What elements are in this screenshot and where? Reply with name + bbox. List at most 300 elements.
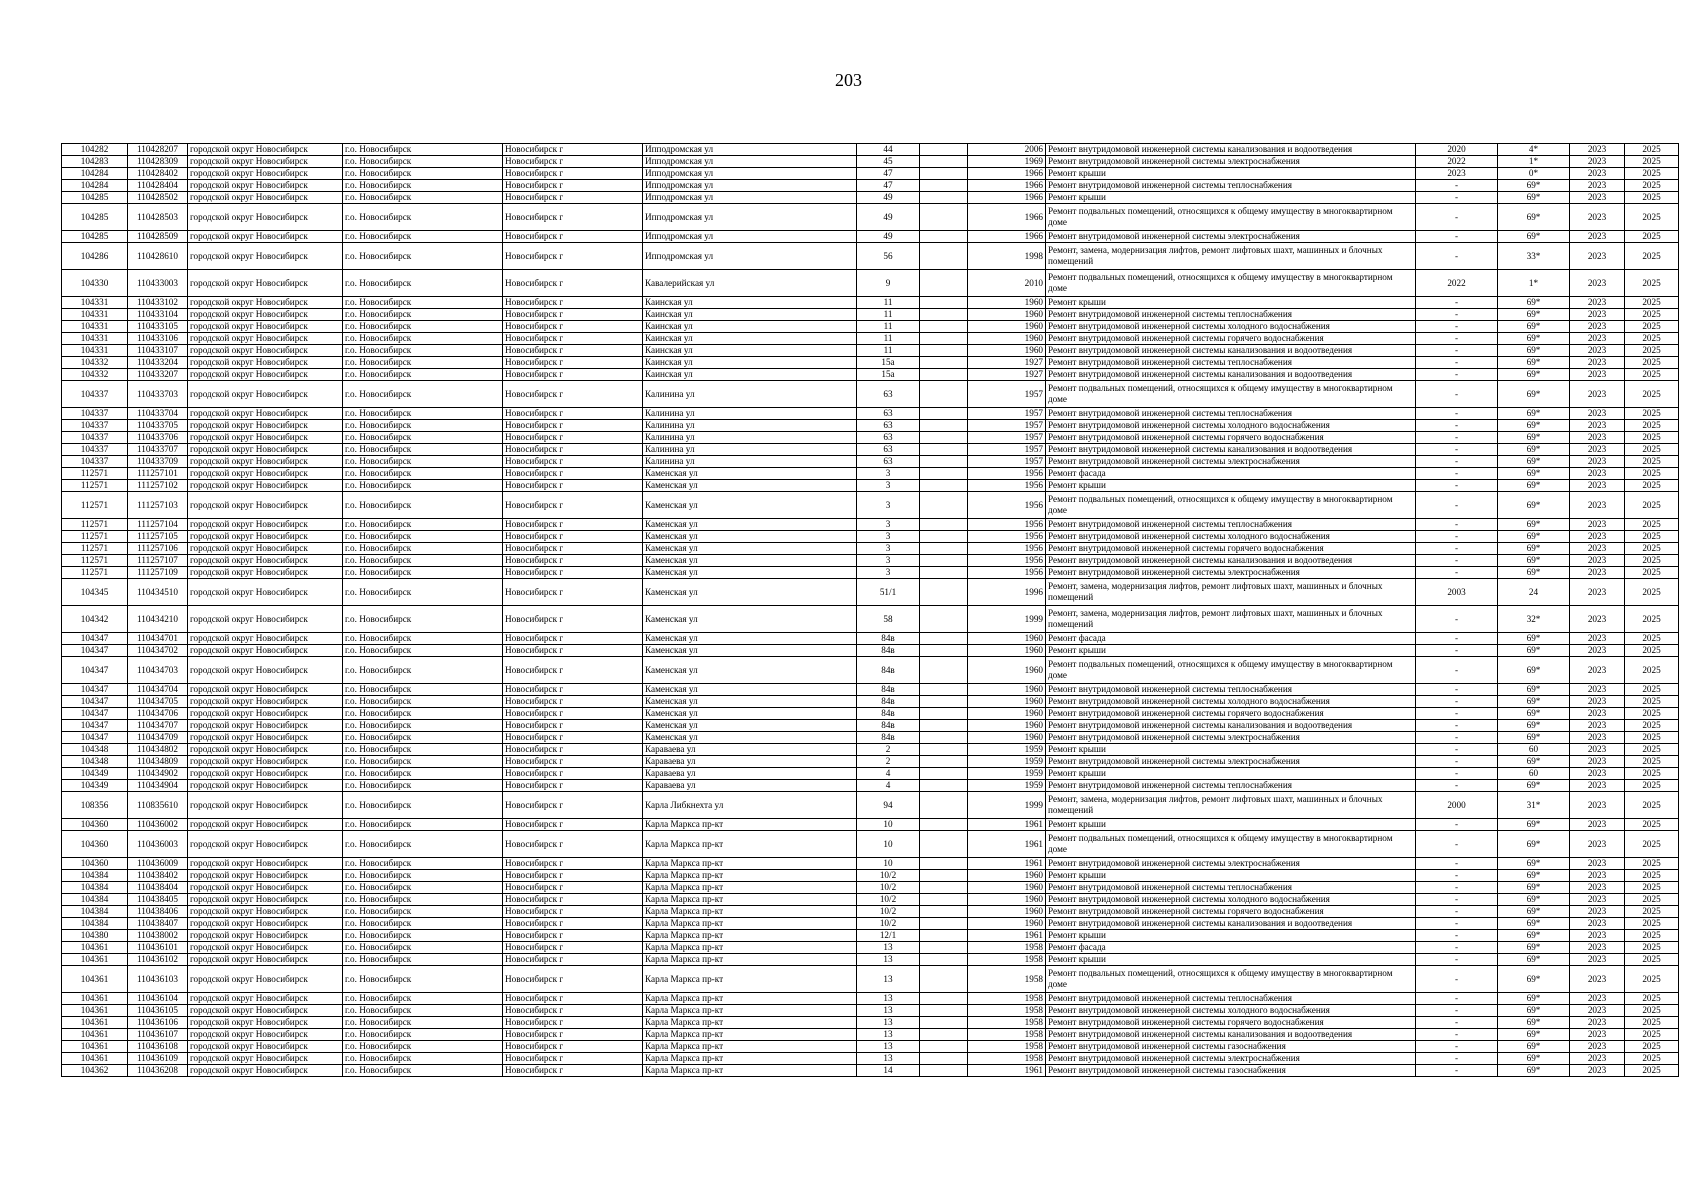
work-type-cell: Ремонт крыши [1046, 768, 1416, 780]
house-id-cell: 104286 [62, 243, 128, 270]
house-id-cell: 104330 [62, 270, 128, 297]
table-row [62, 408, 1679, 420]
table-row [62, 870, 1679, 882]
corpus-cell [920, 870, 968, 882]
street-cell: Карла Маркса пр-кт [643, 831, 857, 858]
start-year-cell: 2023 [1570, 768, 1625, 780]
previous-repair-year-cell: - [1416, 1029, 1498, 1041]
work-code-cell: 110433003 [128, 270, 188, 297]
settlement-cell: Новосибирск г [503, 894, 643, 906]
work-type-cell: Ремонт внутридомовой инженерной системы канализования и водоотведения [1046, 555, 1416, 567]
wear-cell: 69* [1498, 1041, 1570, 1053]
municipality-cell: городской округ Новосибирск [188, 480, 343, 492]
table-row [62, 684, 1679, 696]
table-row [62, 555, 1679, 567]
work-type-cell: Ремонт внутридомовой инженерной системы горячего водоснабжения [1046, 1017, 1416, 1029]
settlement-short-cell: г.о. Новосибирск [343, 543, 503, 555]
house-id-cell: 104361 [62, 1053, 128, 1065]
previous-repair-year-cell: - [1416, 519, 1498, 531]
start-year-cell: 2023 [1570, 1065, 1625, 1077]
wear-cell: 69* [1498, 657, 1570, 684]
settlement-short-cell: г.о. Новосибирск [343, 1053, 503, 1065]
municipality-cell: городской округ Новосибирск [188, 369, 343, 381]
table-row [62, 381, 1679, 408]
table-row [62, 708, 1679, 720]
end-year-cell: 2025 [1625, 1005, 1679, 1017]
year-built-cell: 1960 [968, 894, 1046, 906]
house-number-cell: 3 [857, 567, 920, 579]
settlement-short-cell: г.о. Новосибирск [343, 567, 503, 579]
start-year-cell: 2023 [1570, 531, 1625, 543]
wear-cell: 69* [1498, 444, 1570, 456]
wear-cell: 69* [1498, 756, 1570, 768]
house-id-cell: 104347 [62, 708, 128, 720]
settlement-cell: Новосибирск г [503, 567, 643, 579]
work-type-cell: Ремонт внутридомовой инженерной системы теплоснабжения [1046, 180, 1416, 192]
start-year-cell: 2023 [1570, 444, 1625, 456]
work-type-cell: Ремонт внутридомовой инженерной системы газоснабжения [1046, 1041, 1416, 1053]
corpus-cell [920, 567, 968, 579]
corpus-cell [920, 369, 968, 381]
house-number-cell: 56 [857, 243, 920, 270]
municipality-cell: городской округ Новосибирск [188, 156, 343, 168]
previous-repair-year-cell: - [1416, 555, 1498, 567]
end-year-cell: 2025 [1625, 1017, 1679, 1029]
settlement-short-cell: г.о. Новосибирск [343, 768, 503, 780]
previous-repair-year-cell: - [1416, 369, 1498, 381]
settlement-cell: Новосибирск г [503, 966, 643, 993]
previous-repair-year-cell: - [1416, 882, 1498, 894]
house-id-cell: 104361 [62, 1005, 128, 1017]
corpus-cell [920, 345, 968, 357]
wear-cell: 69* [1498, 930, 1570, 942]
settlement-short-cell: г.о. Новосибирск [343, 942, 503, 954]
work-code-cell: 110428502 [128, 192, 188, 204]
street-cell: Караваева ул [643, 768, 857, 780]
year-built-cell: 1959 [968, 744, 1046, 756]
settlement-short-cell: г.о. Новосибирск [343, 966, 503, 993]
end-year-cell: 2025 [1625, 1029, 1679, 1041]
house-number-cell: 13 [857, 954, 920, 966]
registry-table [61, 143, 1679, 1077]
settlement-cell: Новосибирск г [503, 381, 643, 408]
municipality-cell: городской округ Новосибирск [188, 993, 343, 1005]
wear-cell: 69* [1498, 333, 1570, 345]
street-cell: Карла Маркса пр-кт [643, 1029, 857, 1041]
corpus-cell [920, 480, 968, 492]
house-id-cell: 104282 [62, 144, 128, 156]
municipality-cell: городской округ Новосибирск [188, 882, 343, 894]
work-code-cell: 110436107 [128, 1029, 188, 1041]
settlement-cell: Новосибирск г [503, 444, 643, 456]
wear-cell: 1* [1498, 156, 1570, 168]
settlement-short-cell: г.о. Новосибирск [343, 744, 503, 756]
work-type-cell: Ремонт подвальных помещений, относящихся к общему имуществу в многоквартирном доме [1046, 492, 1416, 519]
end-year-cell: 2025 [1625, 720, 1679, 732]
settlement-short-cell: г.о. Новосибирск [343, 858, 503, 870]
house-id-cell: 104361 [62, 993, 128, 1005]
corpus-cell [920, 321, 968, 333]
settlement-short-cell: г.о. Новосибирск [343, 954, 503, 966]
settlement-short-cell: г.о. Новосибирск [343, 555, 503, 567]
house-number-cell: 13 [857, 942, 920, 954]
street-cell: Ипподромская ул [643, 192, 857, 204]
house-number-cell: 49 [857, 231, 920, 243]
corpus-cell [920, 192, 968, 204]
corpus-cell [920, 930, 968, 942]
house-id-cell: 104361 [62, 966, 128, 993]
street-cell: Каменская ул [643, 657, 857, 684]
wear-cell: 69* [1498, 708, 1570, 720]
year-built-cell: 1959 [968, 756, 1046, 768]
wear-cell: 69* [1498, 408, 1570, 420]
settlement-short-cell: г.о. Новосибирск [343, 657, 503, 684]
street-cell: Карла Маркса пр-кт [643, 942, 857, 954]
municipality-cell: городской округ Новосибирск [188, 1029, 343, 1041]
year-built-cell: 1960 [968, 720, 1046, 732]
wear-cell: 69* [1498, 480, 1570, 492]
table-row [62, 231, 1679, 243]
previous-repair-year-cell: 2000 [1416, 792, 1498, 819]
settlement-short-cell: г.о. Новосибирск [343, 792, 503, 819]
work-code-cell: 110433705 [128, 420, 188, 432]
end-year-cell: 2025 [1625, 243, 1679, 270]
previous-repair-year-cell: - [1416, 720, 1498, 732]
settlement-cell: Новосибирск г [503, 555, 643, 567]
work-type-cell: Ремонт крыши [1046, 954, 1416, 966]
start-year-cell: 2023 [1570, 870, 1625, 882]
table-row [62, 456, 1679, 468]
settlement-cell: Новосибирск г [503, 456, 643, 468]
corpus-cell [920, 954, 968, 966]
work-type-cell: Ремонт крыши [1046, 645, 1416, 657]
street-cell: Карла Маркса пр-кт [643, 870, 857, 882]
previous-repair-year-cell: - [1416, 1053, 1498, 1065]
corpus-cell [920, 531, 968, 543]
street-cell: Кавалерийская ул [643, 270, 857, 297]
page-number: 203 [835, 70, 862, 90]
end-year-cell: 2025 [1625, 732, 1679, 744]
house-id-cell: 104345 [62, 579, 128, 606]
work-code-cell: 110428309 [128, 156, 188, 168]
house-id-cell: 104360 [62, 858, 128, 870]
settlement-cell: Новосибирск г [503, 792, 643, 819]
work-code-cell: 110433707 [128, 444, 188, 456]
settlement-cell: Новосибирск г [503, 657, 643, 684]
wear-cell: 69* [1498, 381, 1570, 408]
wear-cell: 69* [1498, 966, 1570, 993]
street-cell: Калинина ул [643, 381, 857, 408]
registry-body [62, 144, 1679, 1077]
wear-cell: 33* [1498, 243, 1570, 270]
municipality-cell: городской округ Новосибирск [188, 657, 343, 684]
work-code-cell: 110438406 [128, 906, 188, 918]
municipality-cell: городской округ Новосибирск [188, 468, 343, 480]
work-code-cell: 110433706 [128, 432, 188, 444]
work-code-cell: 111257107 [128, 555, 188, 567]
start-year-cell: 2023 [1570, 918, 1625, 930]
work-type-cell: Ремонт внутридомовой инженерной системы канализования и водоотведения [1046, 1029, 1416, 1041]
settlement-cell: Новосибирск г [503, 645, 643, 657]
municipality-cell: городской округ Новосибирск [188, 345, 343, 357]
street-cell: Каменская ул [643, 555, 857, 567]
street-cell: Калинина ул [643, 420, 857, 432]
previous-repair-year-cell: - [1416, 1017, 1498, 1029]
corpus-cell [920, 768, 968, 780]
previous-repair-year-cell: - [1416, 456, 1498, 468]
start-year-cell: 2023 [1570, 1041, 1625, 1053]
start-year-cell: 2023 [1570, 543, 1625, 555]
start-year-cell: 2023 [1570, 468, 1625, 480]
table-row [62, 657, 1679, 684]
work-type-cell: Ремонт фасада [1046, 942, 1416, 954]
work-code-cell: 110436109 [128, 1053, 188, 1065]
work-code-cell: 110434707 [128, 720, 188, 732]
municipality-cell: городской округ Новосибирск [188, 792, 343, 819]
house-id-cell: 104285 [62, 231, 128, 243]
end-year-cell: 2025 [1625, 321, 1679, 333]
end-year-cell: 2025 [1625, 882, 1679, 894]
wear-cell: 69* [1498, 297, 1570, 309]
settlement-short-cell: г.о. Новосибирск [343, 1005, 503, 1017]
house-id-cell: 104347 [62, 633, 128, 645]
wear-cell: 69* [1498, 369, 1570, 381]
settlement-cell: Новосибирск г [503, 432, 643, 444]
settlement-short-cell: г.о. Новосибирск [343, 144, 503, 156]
table-row [62, 321, 1679, 333]
settlement-cell: Новосибирск г [503, 1053, 643, 1065]
work-code-cell: 111257109 [128, 567, 188, 579]
settlement-short-cell: г.о. Новосибирск [343, 1041, 503, 1053]
table-row [62, 1053, 1679, 1065]
settlement-short-cell: г.о. Новосибирск [343, 408, 503, 420]
table-row [62, 732, 1679, 744]
corpus-cell [920, 756, 968, 768]
settlement-cell: Новосибирск г [503, 231, 643, 243]
start-year-cell: 2023 [1570, 819, 1625, 831]
previous-repair-year-cell: - [1416, 906, 1498, 918]
municipality-cell: городской округ Новосибирск [188, 144, 343, 156]
wear-cell: 69* [1498, 906, 1570, 918]
year-built-cell: 1966 [968, 204, 1046, 231]
municipality-cell: городской округ Новосибирск [188, 645, 343, 657]
street-cell: Карла Маркса пр-кт [643, 954, 857, 966]
corpus-cell [920, 906, 968, 918]
settlement-cell: Новосибирск г [503, 831, 643, 858]
settlement-cell: Новосибирск г [503, 468, 643, 480]
start-year-cell: 2023 [1570, 579, 1625, 606]
municipality-cell: городской округ Новосибирск [188, 780, 343, 792]
end-year-cell: 2025 [1625, 708, 1679, 720]
wear-cell: 69* [1498, 831, 1570, 858]
municipality-cell: городской округ Новосибирск [188, 579, 343, 606]
previous-repair-year-cell: - [1416, 894, 1498, 906]
house-id-cell: 104285 [62, 204, 128, 231]
work-code-cell: 110433704 [128, 408, 188, 420]
work-type-cell: Ремонт внутридомовой инженерной системы холодного водоснабжения [1046, 696, 1416, 708]
work-code-cell: 110433104 [128, 309, 188, 321]
wear-cell: 69* [1498, 1017, 1570, 1029]
settlement-cell: Новосибирск г [503, 333, 643, 345]
year-built-cell: 1958 [968, 1005, 1046, 1017]
house-number-cell: 45 [857, 156, 920, 168]
work-type-cell: Ремонт внутридомовой инженерной системы канализования и водоотведения [1046, 345, 1416, 357]
previous-repair-year-cell: - [1416, 243, 1498, 270]
end-year-cell: 2025 [1625, 204, 1679, 231]
work-type-cell: Ремонт внутридомовой инженерной системы теплоснабжения [1046, 780, 1416, 792]
end-year-cell: 2025 [1625, 633, 1679, 645]
street-cell: Каинская ул [643, 333, 857, 345]
work-type-cell: Ремонт подвальных помещений, относящихся к общему имуществу в многоквартирном доме [1046, 204, 1416, 231]
street-cell: Каменская ул [643, 732, 857, 744]
municipality-cell: городской округ Новосибирск [188, 732, 343, 744]
year-built-cell: 1958 [968, 966, 1046, 993]
table-row [62, 930, 1679, 942]
year-built-cell: 1956 [968, 531, 1046, 543]
end-year-cell: 2025 [1625, 906, 1679, 918]
wear-cell: 69* [1498, 918, 1570, 930]
wear-cell: 69* [1498, 432, 1570, 444]
year-built-cell: 2010 [968, 270, 1046, 297]
municipality-cell: городской округ Новосибирск [188, 768, 343, 780]
table-row [62, 297, 1679, 309]
corpus-cell [920, 519, 968, 531]
street-cell: Каменская ул [643, 492, 857, 519]
work-type-cell: Ремонт внутридомовой инженерной системы канализования и водоотведения [1046, 720, 1416, 732]
settlement-short-cell: г.о. Новосибирск [343, 831, 503, 858]
settlement-cell: Новосибирск г [503, 420, 643, 432]
work-code-cell: 110434904 [128, 780, 188, 792]
table-row [62, 369, 1679, 381]
settlement-cell: Новосибирск г [503, 954, 643, 966]
work-code-cell: 111257101 [128, 468, 188, 480]
wear-cell: 60 [1498, 744, 1570, 756]
house-number-cell: 63 [857, 444, 920, 456]
previous-repair-year-cell: - [1416, 231, 1498, 243]
work-type-cell: Ремонт внутридомовой инженерной системы канализования и водоотведения [1046, 444, 1416, 456]
municipality-cell: городской округ Новосибирск [188, 918, 343, 930]
previous-repair-year-cell: - [1416, 966, 1498, 993]
settlement-short-cell: г.о. Новосибирск [343, 357, 503, 369]
corpus-cell [920, 432, 968, 444]
previous-repair-year-cell: - [1416, 993, 1498, 1005]
previous-repair-year-cell: - [1416, 333, 1498, 345]
previous-repair-year-cell: - [1416, 606, 1498, 633]
work-type-cell: Ремонт подвальных помещений, относящихся к общему имуществу в многоквартирном доме [1046, 270, 1416, 297]
work-code-cell: 110433207 [128, 369, 188, 381]
previous-repair-year-cell: - [1416, 480, 1498, 492]
house-id-cell: 104331 [62, 345, 128, 357]
work-type-cell: Ремонт внутридомовой инженерной системы теплоснабжения [1046, 519, 1416, 531]
settlement-short-cell: г.о. Новосибирск [343, 180, 503, 192]
house-id-cell: 104349 [62, 780, 128, 792]
year-built-cell: 1956 [968, 567, 1046, 579]
settlement-cell: Новосибирск г [503, 930, 643, 942]
start-year-cell: 2023 [1570, 696, 1625, 708]
municipality-cell: городской округ Новосибирск [188, 831, 343, 858]
corpus-cell [920, 144, 968, 156]
wear-cell: 31* [1498, 792, 1570, 819]
end-year-cell: 2025 [1625, 297, 1679, 309]
previous-repair-year-cell: - [1416, 180, 1498, 192]
year-built-cell: 1956 [968, 555, 1046, 567]
street-cell: Карла Маркса пр-кт [643, 819, 857, 831]
start-year-cell: 2023 [1570, 480, 1625, 492]
house-number-cell: 13 [857, 1053, 920, 1065]
previous-repair-year-cell: - [1416, 468, 1498, 480]
wear-cell: 69* [1498, 633, 1570, 645]
house-number-cell: 84в [857, 708, 920, 720]
work-code-cell: 110428207 [128, 144, 188, 156]
table-row [62, 942, 1679, 954]
work-type-cell: Ремонт внутридомовой инженерной системы холодного водоснабжения [1046, 1005, 1416, 1017]
end-year-cell: 2025 [1625, 444, 1679, 456]
house-number-cell: 47 [857, 168, 920, 180]
municipality-cell: городской округ Новосибирск [188, 606, 343, 633]
house-number-cell: 13 [857, 993, 920, 1005]
street-cell: Каменская ул [643, 720, 857, 732]
end-year-cell: 2025 [1625, 792, 1679, 819]
work-code-cell: 110434705 [128, 696, 188, 708]
wear-cell: 69* [1498, 954, 1570, 966]
municipality-cell: городской округ Новосибирск [188, 1065, 343, 1077]
start-year-cell: 2023 [1570, 144, 1625, 156]
house-id-cell: 104337 [62, 408, 128, 420]
table-row [62, 243, 1679, 270]
settlement-short-cell: г.о. Новосибирск [343, 480, 503, 492]
street-cell: Каменская ул [643, 684, 857, 696]
end-year-cell: 2025 [1625, 954, 1679, 966]
table-row [62, 204, 1679, 231]
work-code-cell: 110433107 [128, 345, 188, 357]
work-type-cell: Ремонт подвальных помещений, относящихся к общему имуществу в многоквартирном доме [1046, 831, 1416, 858]
end-year-cell: 2025 [1625, 567, 1679, 579]
table-row [62, 192, 1679, 204]
start-year-cell: 2023 [1570, 906, 1625, 918]
work-type-cell: Ремонт внутридомовой инженерной системы электроснабжения [1046, 156, 1416, 168]
work-type-cell: Ремонт крыши [1046, 870, 1416, 882]
municipality-cell: городской округ Новосибирск [188, 906, 343, 918]
street-cell: Карла Маркса пр-кт [643, 966, 857, 993]
table-row [62, 432, 1679, 444]
house-number-cell: 4 [857, 768, 920, 780]
work-code-cell: 110436108 [128, 1041, 188, 1053]
start-year-cell: 2023 [1570, 567, 1625, 579]
settlement-short-cell: г.о. Новосибирск [343, 579, 503, 606]
start-year-cell: 2023 [1570, 408, 1625, 420]
wear-cell: 69* [1498, 780, 1570, 792]
work-type-cell: Ремонт, замена, модернизация лифтов, ремонт лифтовых шахт, машинных и блочных помещений [1046, 606, 1416, 633]
table-row [62, 858, 1679, 870]
municipality-cell: городской округ Новосибирск [188, 954, 343, 966]
house-number-cell: 15а [857, 369, 920, 381]
house-id-cell: 104384 [62, 894, 128, 906]
settlement-short-cell: г.о. Новосибирск [343, 882, 503, 894]
previous-repair-year-cell: - [1416, 1065, 1498, 1077]
previous-repair-year-cell: - [1416, 321, 1498, 333]
street-cell: Каменская ул [643, 579, 857, 606]
house-number-cell: 94 [857, 792, 920, 819]
work-type-cell: Ремонт крыши [1046, 819, 1416, 831]
end-year-cell: 2025 [1625, 1053, 1679, 1065]
year-built-cell: 1960 [968, 906, 1046, 918]
wear-cell: 32* [1498, 606, 1570, 633]
start-year-cell: 2023 [1570, 333, 1625, 345]
corpus-cell [920, 684, 968, 696]
house-id-cell: 112571 [62, 468, 128, 480]
house-number-cell: 10 [857, 858, 920, 870]
municipality-cell: городской округ Новосибирск [188, 192, 343, 204]
